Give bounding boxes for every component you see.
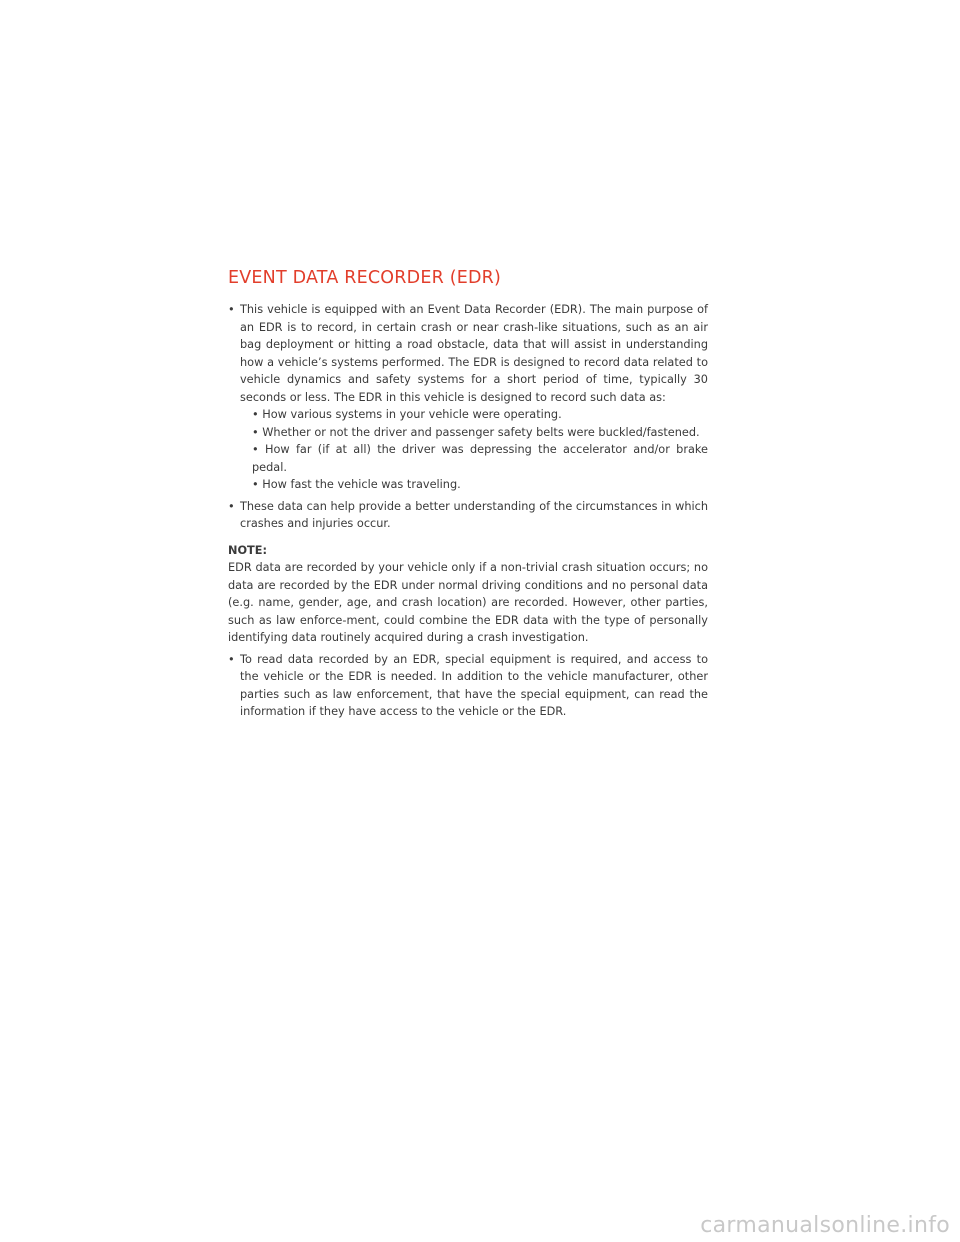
list-item-text: How far (if at all) the driver was depressing the accelerator and/or brake pedal. bbox=[252, 443, 708, 474]
read-data-bullet bbox=[228, 651, 708, 721]
sub-bullet-dot: • bbox=[252, 425, 259, 439]
bullet-dot: • bbox=[228, 652, 235, 666]
edr-purpose-text: This vehicle is equipped with an Event Data Recorder (EDR). The main purpose of an EDR is to record, in certain crash or near crash-like situations, such as an air bag deployment or hitting a road obstacle, data that will assist in understanding how a vehicle’s systems performed. The EDR is designed to record data related to vehicle dynamics and safety systems for a short period of time, typically 30 seconds or less. The EDR in this vehicle is designed to record such data as: bbox=[240, 303, 708, 404]
list-item-text: Whether or not the driver and passenger safety belts were buckled/fastened. bbox=[262, 425, 700, 439]
understanding-text: These data can help provide a better understanding of the circumstances in which crashes and injuries occur. bbox=[240, 499, 708, 530]
bullet-dot: • bbox=[228, 303, 235, 316]
page-content bbox=[228, 266, 708, 725]
bullet-dot: • bbox=[228, 499, 235, 513]
recorded-data-list bbox=[240, 406, 708, 494]
sub-bullet-dot: • bbox=[252, 478, 259, 491]
understanding-bullet bbox=[228, 498, 708, 533]
read-data-text: To read data recorded by an EDR, special equipment is required, and access to the vehicle or the EDR is needed. In addition to the vehicle manufacturer, other parties such as law enforcement, that have the special equipment, can read the information if they have access to the vehicle or the EDR. bbox=[240, 652, 708, 718]
list-item bbox=[252, 476, 708, 494]
sub-bullet-dot: • bbox=[252, 408, 259, 421]
list-item-text: How fast the vehicle was traveling. bbox=[262, 478, 461, 491]
sub-bullet-dot: • bbox=[252, 443, 259, 456]
list-item bbox=[252, 441, 708, 476]
list-item bbox=[252, 424, 708, 442]
watermark: carmanualsonline.info bbox=[700, 1213, 950, 1238]
edr-purpose-bullet bbox=[228, 301, 708, 494]
list-item-text: How various systems in your vehicle were operating. bbox=[262, 408, 562, 421]
note-text: EDR data are recorded by your vehicle only if a non-trivial crash situation occurs; no data are recorded by the EDR under normal driving conditions and no personal data (e.g. name, gender, age, and crash location) are recorded. However, other parties, such as law enforce-ment, could combine the EDR data with the type of personally identifying data routinely acquired during a crash investigation. bbox=[228, 561, 708, 644]
list-item bbox=[252, 406, 708, 424]
note-label: NOTE: bbox=[228, 543, 267, 557]
section-title: EVENT DATA RECORDER (EDR) bbox=[228, 268, 502, 288]
